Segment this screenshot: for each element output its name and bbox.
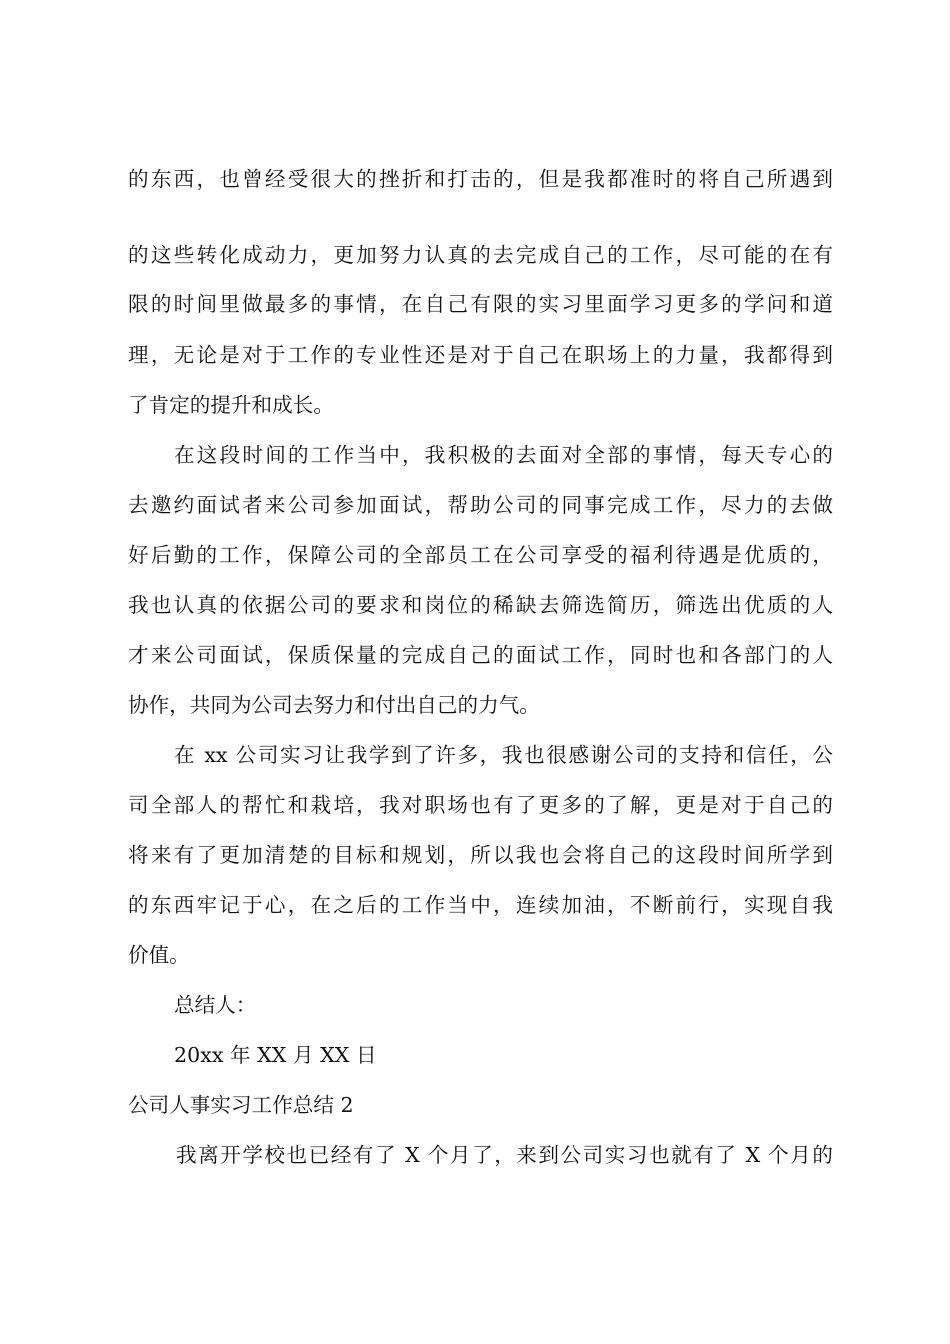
- paragraph-4-line-1: 我离开学校也已经有了 X 个月了，来到公司实习也就有了 X 个月的: [176, 1143, 833, 1167]
- paragraph-2-line-5: 才来公司面试，保质保量的完成自己的面试工作，同时也和各部门的人: [128, 643, 833, 667]
- signer-label: 总结人：: [174, 993, 257, 1017]
- summary-date: 20xx 年 XX 月 XX 日: [174, 1043, 377, 1067]
- paragraph-1-line-1: 的东西，也曾经受很大的挫折和打击的，但是我都准时的将自己所遇到: [128, 167, 833, 191]
- paragraph-3-line-1: 在 xx 公司实习让我学到了许多，我也很感谢公司的支持和信任，公: [174, 743, 833, 767]
- paragraph-1-line-4: 理，无论是对于工作的专业性还是对于自己在职场上的力量，我都得到: [128, 343, 833, 367]
- paragraph-1-line-5: 了肯定的提升和成长。: [128, 393, 334, 417]
- paragraph-3-line-3: 将来有了更加清楚的目标和规划，所以我也会将自己的这段时间所学到: [128, 843, 833, 867]
- paragraph-2-line-2: 去邀约面试者来公司参加面试，帮助公司的同事完成工作，尽力的去做: [128, 493, 833, 517]
- paragraph-1-line-2: 的这些转化成动力，更加努力认真的去完成自己的工作，尽可能的在有: [128, 243, 833, 267]
- paragraph-3-line-5: 价值。: [128, 943, 190, 967]
- paragraph-2-line-6: 协作，共同为公司去努力和付出自己的力气。: [128, 693, 540, 717]
- paragraph-2-line-1: 在这段时间的工作当中，我积极的去面对全部的事情，每天专心的: [174, 443, 833, 467]
- paragraph-2-line-4: 我也认真的依据公司的要求和岗位的稀缺去筛选简历，筛选出优质的人: [128, 593, 833, 617]
- paragraph-3-line-2: 司全部人的帮忙和栽培，我对职场也有了更多的了解，更是对于自己的: [128, 793, 833, 817]
- paragraph-3-line-4: 的东西牢记于心，在之后的工作当中，连续加油，不断前行，实现自我: [128, 893, 833, 917]
- paragraph-1-line-3: 限的时间里做最多的事情，在自己有限的实习里面学习更多的学问和道: [128, 292, 833, 316]
- section-title: 公司人事实习工作总结 2: [128, 1093, 354, 1117]
- paragraph-2-line-3: 好后勤的工作，保障公司的全部员工在公司享受的福利待遇是优质的，: [128, 543, 833, 567]
